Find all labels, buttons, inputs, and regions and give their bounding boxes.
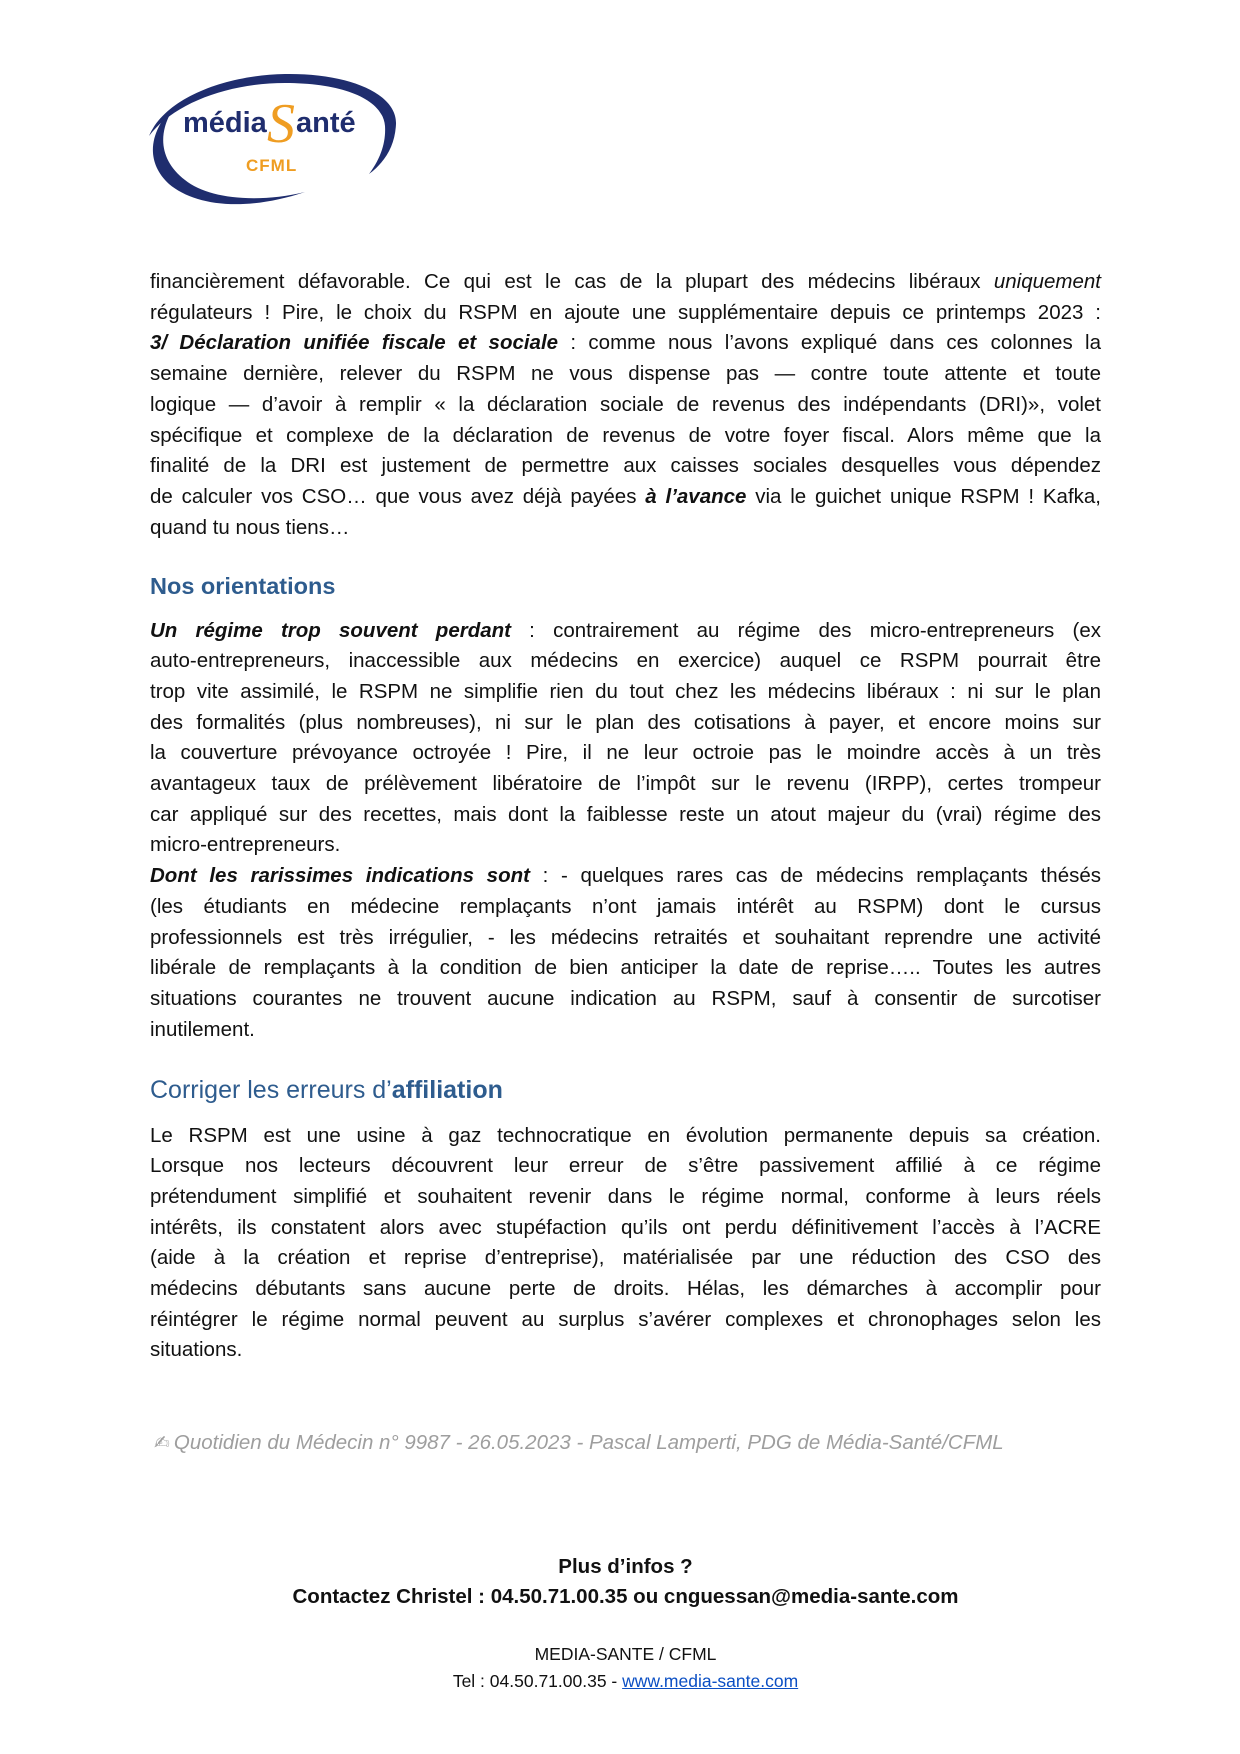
body-line (150, 267, 1101, 298)
emphasis-text: Dont les rarissimes indications sont (150, 864, 530, 888)
emphasis-text: uniquement (993, 270, 1101, 293)
logo-initial-s: S (267, 93, 295, 155)
heading-text: Corriger les erreurs d’ (150, 1076, 392, 1104)
body-line: la couverture prévoyance octroyée ! Pire, il ne leur octroie pas le moindre accès à un très (150, 741, 1101, 765)
body-line: médecins débutants sans aucune perte de droits. Hélas, les démarches à accomplir pour (150, 1277, 1101, 1301)
body-line: quand tu nous tiens… (150, 515, 350, 539)
orientations-section (150, 616, 1101, 1046)
body-line: inutilement. (150, 1017, 255, 1041)
body-line: finalité de la DRI est justement de permettre aux caisses sociales desquelles vous dépendez (150, 454, 1101, 478)
footer-company: MEDIA-SANTE / CFML (534, 1644, 717, 1664)
body-line (150, 328, 1101, 359)
body-line: intérêts, ils constatent alors avec stupéfaction qu’ils ont perdu définitivement l’accès à l’ACRE (150, 1215, 1101, 1239)
affiliation-section (150, 1121, 1101, 1367)
intro-section (150, 267, 1101, 543)
contact-block (150, 1552, 1101, 1612)
body-line: micro-entrepreneurs. (150, 833, 341, 857)
emphasis-text: 3/ Déclaration unifiée fiscale et sociale (150, 331, 559, 355)
emphasis-text: Un régime trop souvent perdant (150, 618, 511, 642)
body-line (150, 616, 1101, 647)
contact-line: Contactez Christel : 04.50.71.00.35 ou cnguessan@media-sante.com (292, 1585, 959, 1608)
body-text: : - quelques rares cas de médecins remplaçants thésés (529, 864, 1101, 888)
body-text: : comme nous l’avons expliqué dans ces colonnes la (558, 331, 1101, 355)
body-line: Lorsque nos lecteurs découvrent leur erreur de s’être passivement affilié à ce régime (150, 1154, 1101, 1178)
media-sante-logo (145, 72, 401, 212)
logo-word-ante: anté (296, 107, 356, 139)
body-line: des formalités (plus nombreuses), ni sur le plan des cotisations à payer, et encore moins sur (150, 710, 1101, 734)
body-line (150, 482, 1101, 513)
body-line: spécifique et complexe de la déclaration de revenus de votre foyer fiscal. Alors même que la (150, 423, 1101, 447)
body-line: (les étudiants en médecine remplaçants n’ont jamais intérêt au RSPM) dont le cursus (150, 894, 1101, 918)
body-line: Le RSPM est une usine à gaz technocratique en évolution permanente depuis sa création. (150, 1123, 1101, 1147)
body-text: financièrement défavorable. Ce qui est le cas de la plupart des médecins libéraux (150, 270, 994, 293)
source-citation (154, 1428, 1094, 1458)
body-line: situations courantes ne trouvent aucune indication au RSPM, sauf à consentir de surcotiser (150, 986, 1101, 1010)
logo-word-media: média (183, 107, 267, 139)
body-text: : contrairement au régime des micro-entrepreneurs (ex (510, 618, 1101, 642)
body-line: auto-entrepreneurs, inaccessible aux médecins en exercice) auquel ce RSPM pourrait être (150, 649, 1101, 673)
body-line: régulateurs ! Pire, le choix du RSPM en ajoute une supplémentaire depuis ce printemps 2023 : (150, 300, 1101, 324)
footer-tel: Tel : 04.50.71.00.35 - (452, 1671, 623, 1691)
body-line: professionnels est très irrégulier, - les médecins retraités et souhaitant reprendre une activité (150, 925, 1101, 949)
logo-tagline: CFML (246, 156, 298, 175)
body-line: (aide à la création et reprise d’entreprise), matérialisée par une réduction des CSO des (150, 1246, 1101, 1270)
body-text: via le guichet unique RSPM ! Kafka, (746, 484, 1101, 508)
body-line: prétendument simplifié et souhaitent revenir dans le régime normal, conforme à leurs réels (150, 1184, 1101, 1208)
writing-hand-icon (154, 1432, 170, 1454)
body-line: semaine dernière, relever du RSPM ne vous dispense pas — contre toute attente et toute (150, 362, 1101, 386)
body-line: trop vite assimilé, le RSPM ne simplifie rien du tout chez les médecins libéraux : ni sur le plan (150, 679, 1101, 703)
website-link[interactable]: www.media-sante.com (622, 1671, 799, 1691)
section-heading-affiliation (150, 1075, 503, 1105)
body-text: de calculer vos CSO… que vous avez déjà payées (150, 484, 646, 508)
body-line: réintégrer le régime normal peuvent au surplus s’avérer complexes et chronophages selon les (150, 1307, 1101, 1331)
body-line: logique — d’avoir à remplir « la déclaration sociale de revenus des indépendants (DRI)», volet (150, 392, 1101, 416)
section-heading-orientations: Nos orientations (150, 573, 336, 599)
page-footer (150, 1641, 1101, 1695)
body-line: car appliqué sur des recettes, mais dont la faiblesse reste un atout majeur du (vrai) régime des (150, 802, 1101, 826)
contact-title: Plus d’infos ? (558, 1555, 693, 1578)
body-line: situations. (150, 1338, 243, 1362)
footer-tel-line (150, 1668, 1101, 1695)
emphasis-text: à l’avance (645, 484, 747, 508)
body-line: avantageux taux de prélèvement libératoire de l’impôt sur le revenu (IRPP), certes trompeur (150, 772, 1101, 796)
body-line (150, 861, 1101, 892)
source-text: Quotidien du Médecin n° 9987 - 26.05.2023 - Pascal Lamperti, PDG de Média-Santé/CFML (173, 1431, 1004, 1454)
heading-text-bold: affiliation (391, 1076, 503, 1104)
body-line: libérale de remplaçants à la condition de bien anticiper la date de reprise….. Toutes les autres (150, 956, 1101, 980)
